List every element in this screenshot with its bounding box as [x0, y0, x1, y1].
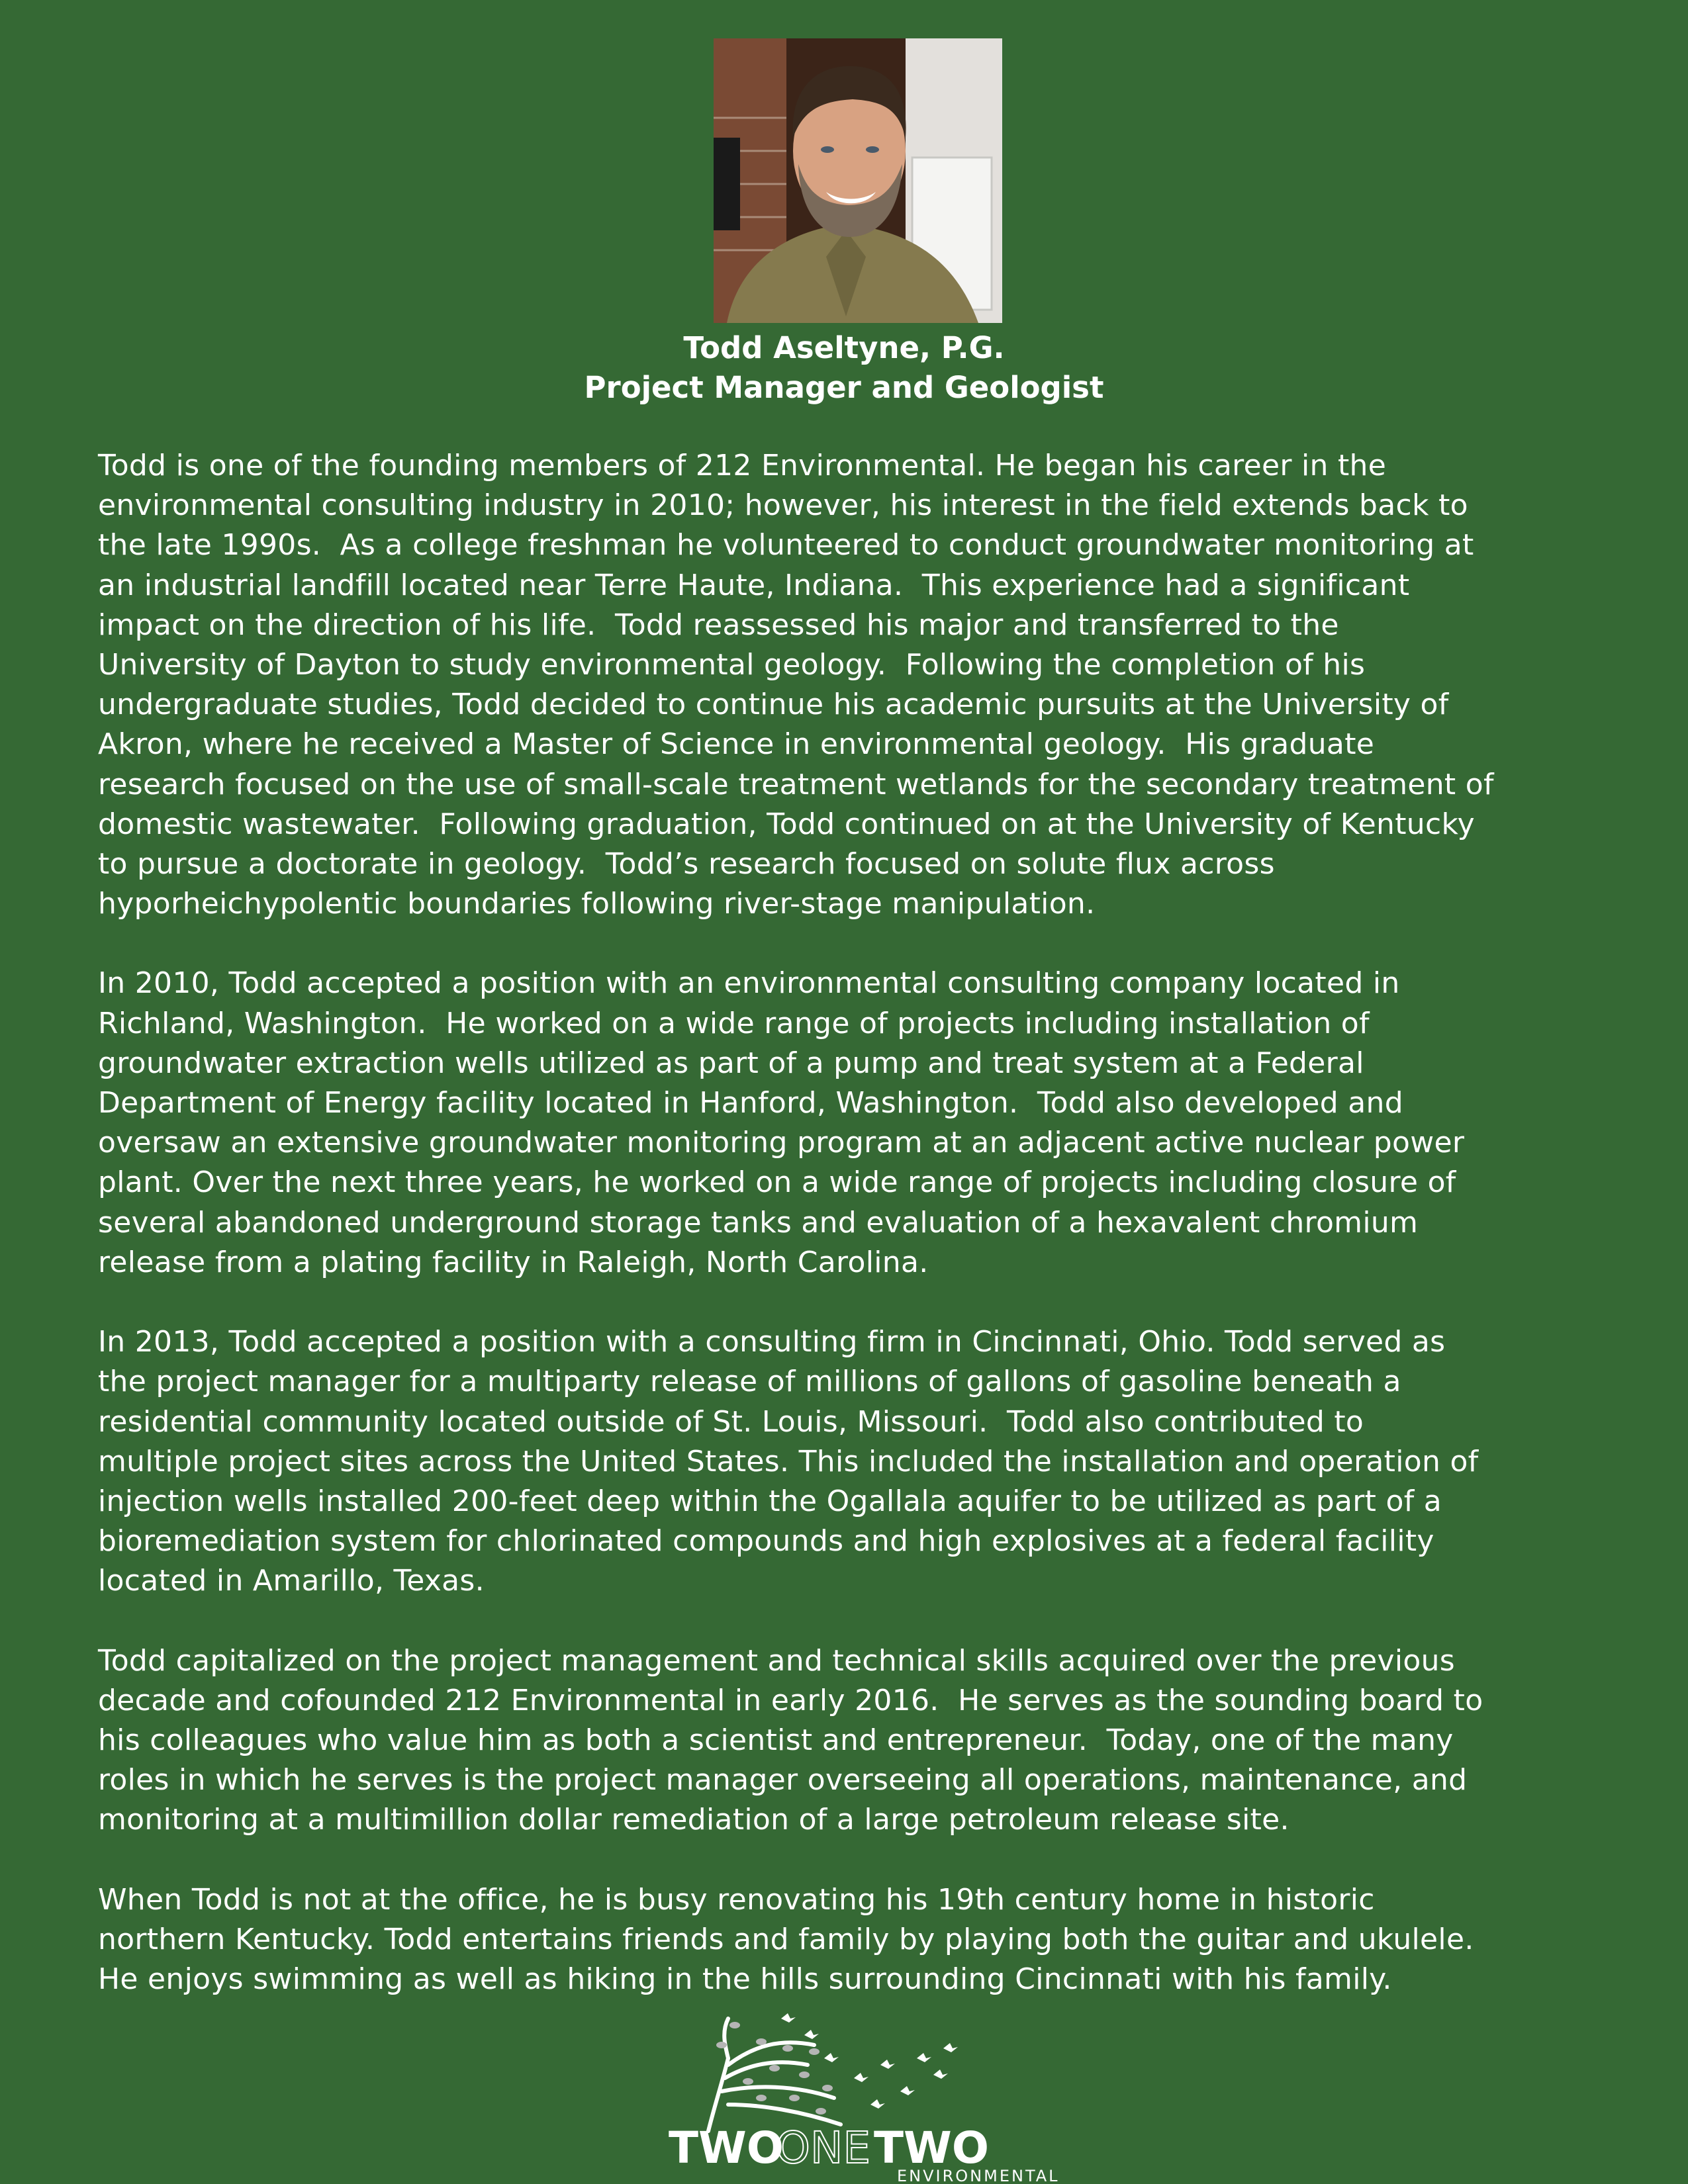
bio-line: oversaw an extensive groundwater monitoring program at an adjacent active nuclear power [98, 1126, 1465, 1160]
logo-subtitle: ENVIRONMENTAL [897, 2167, 1060, 2184]
bio-line: domestic wastewater. Following graduation, Todd continued on at the University of Kentucky [98, 807, 1476, 841]
paragraph-gap [98, 1841, 1620, 1880]
bio-line: multiple project sites across the United States. This included the installation and operation of [98, 1444, 1479, 1479]
bio-line: the late 1990s. As a college freshman he volunteered to conduct groundwater monitoring at [98, 528, 1474, 563]
bio-line: located in Amarillo, Texas. [98, 1564, 485, 1598]
bio-line: impact on the direction of his life. Todd reassessed his major and transferred to the [98, 608, 1339, 642]
bio-line: undergraduate studies, Todd decided to continue his academic pursuits at the University of [98, 688, 1449, 722]
bio-paragraph [98, 1880, 1620, 2000]
bio-paragraph [98, 446, 1620, 924]
person-name: Todd Aseltyne, P.G. [683, 330, 1005, 365]
bio-line: hyporheichypolentic boundaries following river-stage manipulation. [98, 887, 1096, 921]
bio-line: northern Kentucky. Todd entertains friends and family by playing both the guitar and ukulele. [98, 1922, 1474, 1956]
bio-line: groundwater extraction wells utilized as part of a pump and treat system at a Federal [98, 1046, 1364, 1080]
bio-line: several abandoned underground storage tanks and evaluation of a hexavalent chromium [98, 1205, 1419, 1240]
logo-word-two: TWO [669, 2122, 784, 2173]
profile-header [0, 328, 1688, 408]
bio-line: Department of Energy facility located in Hanford, Washington. Todd also developed and [98, 1086, 1403, 1120]
bio-line: residential community located outside of St. Louis, Missouri. Todd also contributed to [98, 1404, 1364, 1439]
logo-word-two-second: TWO [874, 2122, 989, 2173]
bio-line: the project manager for a multiparty release of millions of gallons of gasoline beneath a [98, 1365, 1401, 1399]
bio-paragraph [98, 1641, 1620, 1841]
portrait-illustration [714, 38, 1002, 323]
bio-line: Todd capitalized on the project management and technical skills acquired over the previous [98, 1643, 1455, 1678]
bio-line: bioremediation system for chlorinated compounds and high explosives at a federal facility [98, 1524, 1434, 1559]
bio-paragraph [98, 964, 1620, 1283]
bio-line: Akron, where he received a Master of Science in environmental geology. His graduate [98, 727, 1375, 762]
person-title: Project Manager and Geologist [584, 370, 1104, 405]
bio-line: monitoring at a multimillion dollar remediation of a large petroleum release site. [98, 1803, 1289, 1837]
bio-text [98, 446, 1620, 1999]
bio-line: research focused on the use of small-scale treatment wetlands for the secondary treatment of [98, 767, 1494, 801]
bio-line: University of Dayton to study environmental geology. Following the completion of his [98, 647, 1366, 682]
company-logo [662, 2005, 1060, 2184]
paragraph-gap [98, 924, 1620, 964]
bio-line: decade and cofounded 212 Environmental in early 2016. He serves as the sounding board to [98, 1683, 1483, 1717]
bio-line: release from a plating facility in Raleigh, North Carolina. [98, 1245, 929, 1279]
bio-line: injection wells installed 200-feet deep within the Ogallala aquifer to be utilized as part of a [98, 1484, 1442, 1518]
bio-line: In 2013, Todd accepted a position with a consulting firm in Cincinnati, Ohio. Todd served as [98, 1325, 1446, 1359]
bio-line: an industrial landfill located near Terre Haute, Indiana. This experience had a significant [98, 568, 1410, 602]
bio-line: Todd is one of the founding members of 212 Environmental. He began his career in the [98, 449, 1387, 482]
bio-line: He enjoys swimming as well as hiking in the hills surrounding Cincinnati with his family. [98, 1962, 1392, 1997]
bio-line: In 2010, Todd accepted a position with an environmental consulting company located in [98, 966, 1400, 1001]
bio-line: Richland, Washington. He worked on a wide range of projects including installation of [98, 1006, 1370, 1040]
bio-line: his colleagues who value him as both a scientist and entrepreneur. Today, one of the many [98, 1723, 1454, 1757]
paragraph-gap [98, 1601, 1620, 1641]
bio-line: plant. Over the next three years, he worked on a wide range of projects including closure of [98, 1165, 1456, 1200]
bio-line: environmental consulting industry in 2010; however, his interest in the field extends back to [98, 488, 1468, 523]
paragraph-gap [98, 1283, 1620, 1322]
bio-line: to pursue a doctorate in geology. Todd’s research focused on solute flux across [98, 846, 1275, 881]
bio-paragraph [98, 1322, 1620, 1601]
logo-word-one: ONE [776, 2122, 871, 2173]
bio-line: roles in which he serves is the project manager overseeing all operations, maintenance, and [98, 1763, 1468, 1797]
profile-photo [714, 38, 1002, 323]
tree-birds-logo-icon [662, 2005, 1060, 2184]
bio-line: When Todd is not at the office, he is busy renovating his 19th century home in historic [98, 1882, 1375, 1917]
